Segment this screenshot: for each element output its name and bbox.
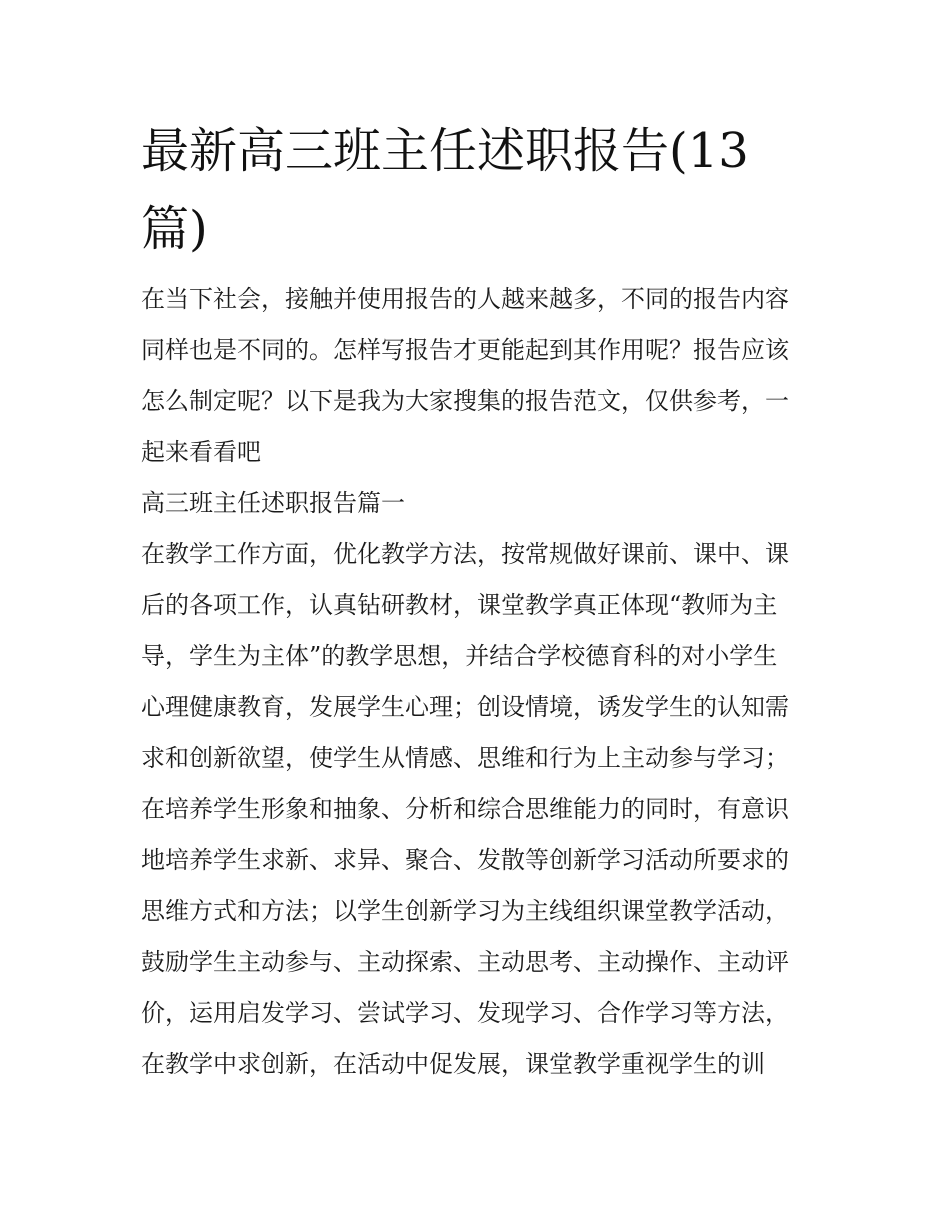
intro-line-1: 在当下社会，接触并使用报告的人越来越多，不同的报告内容 <box>141 285 789 313</box>
body-line-2: 后的各项工作，认真钻研教材，课堂教学真正体现“教师为主 <box>141 591 778 619</box>
body-line-5: 求和创新欲望，使学生从情感、思维和行为上主动参与学习； <box>141 744 789 772</box>
body-line-7: 地培养学生求新、求异、聚合、发散等创新学习活动所要求的 <box>141 846 789 874</box>
body-paragraph <box>141 529 813 1090</box>
body-line-11: 在教学中求创新，在活动中促发展，课堂教学重视学生的训 <box>141 1050 765 1078</box>
section-heading: 高三班主任述职报告篇一 <box>141 489 405 517</box>
intro-line-4: 起来看看吧 <box>141 438 261 466</box>
body-line-3: 导，学生为主体”的教学思想，并结合学校德育科的对小学生 <box>141 642 778 670</box>
intro-paragraph <box>141 274 813 478</box>
body-line-1: 在教学工作方面，优化教学方法，按常规做好课前、课中、课 <box>141 540 789 568</box>
body-line-4: 心理健康教育，发展学生心理；创设情境，诱发学生的认知需 <box>141 693 789 721</box>
document-title <box>141 112 821 268</box>
intro-line-3: 怎么制定呢？以下是我为大家搜集的报告范文，仅供参考，一 <box>141 387 789 415</box>
title-line-1: 最新高三班主任述职报告(13 <box>141 123 749 179</box>
body-line-6: 在培养学生形象和抽象、分析和综合思维能力的同时，有意识 <box>141 795 789 823</box>
document-body <box>141 274 813 1090</box>
body-line-8: 思维方式和方法；以学生创新学习为主线组织课堂教学活动， <box>141 897 789 925</box>
title-line-2: 篇) <box>141 201 208 257</box>
body-line-10: 价，运用启发学习、尝试学习、发现学习、合作学习等方法， <box>141 999 789 1027</box>
intro-line-2: 同样也是不同的。怎样写报告才更能起到其作用呢？报告应该 <box>141 336 789 364</box>
body-line-9: 鼓励学生主动参与、主动探索、主动思考、主动操作、主动评 <box>141 948 789 976</box>
